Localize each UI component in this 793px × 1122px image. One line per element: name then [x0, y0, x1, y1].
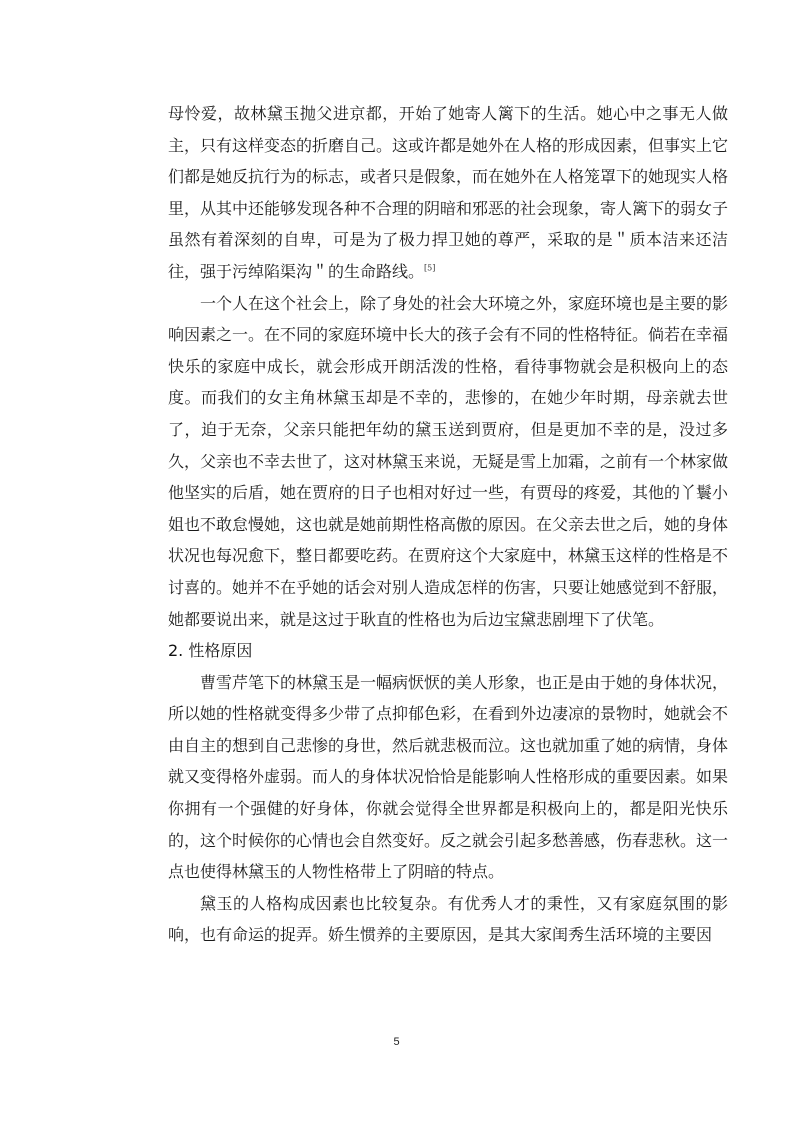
section-heading: 2. 性格原因: [168, 641, 253, 661]
paragraph-1-text: 母怜爱，故林黛玉抛父进京都，开始了她寄人篱下的生活。她心中之事无人做主，只有这样变态的折磨自己。这或许都是她外在人格的形成因素，但事实上它们都是她反抗行为的标志，或者只是假象，而在她外在人格笼罩下的她现实人格里，从其中还能够发现各种不合理的阴暗和邪恶的社会现象，寄人篱下的弱女子虽然有着深刻的自卑，可是为了极力捍卫她的尊严，采取的是＂质本洁来还洁往，强于污绰陷渠沟＂的生命路线。: [168, 104, 729, 281]
citation-mark: [5]: [424, 263, 436, 273]
page-number: 5: [393, 1036, 400, 1048]
page-body: [168, 98, 728, 951]
paragraph-3: 曹雪芹笔下的林黛玉是一幅病恹恹的美人形象，也正是由于她的身体状况，所以她的性格就变得多少带了点抑郁色彩，在看到外边凄凉的景物时，她就会不由自主的想到自己悲惨的身世，然后就悲极而泣。这也就加重了她的病情，身体就又变得格外虚弱。而人的身体状况恰恰是能影响人性格形成的重要因素。如果你拥有一个强健的好身体，你就会觉得全世界都是积极向上的，都是阳光快乐的，这个时候你的心情也会自然变好。反之就会引起多愁善感，伤春悲秋。这一点也使得林黛玉的人物性格带上了阴暗的特点。: [168, 672, 729, 882]
paragraph-4: 黛玉的人格构成因素也比较复杂。有优秀人才的秉性，又有家庭氛围的影响，也有命运的捉弄。娇生惯养的主要原因，是其大家闺秀生活环境的主要因: [168, 893, 728, 945]
paragraph-2: 一个人在这个社会上，除了身处的社会大环境之外，家庭环境也是主要的影响因素之一。在不同的家庭环境中长大的孩子会有不同的性格特征。倘若在幸福快乐的家庭中成长，就会形成开朗活泼的性格，看待事物就会是积极向上的态度。而我们的女主角林黛玉却是不幸的，悲惨的，在她少年时期，母亲就去世了，迫于无奈，父亲只能把年幼的黛玉送到贾府，但是更加不幸的是，没过多久，父亲也不幸去世了，这对林黛玉来说，无疑是雪上加霜，之前有一个林家做他坚实的后盾，她在贾府的日子也相对好过一些，有贾母的疼爱，其他的丫鬟小姐也不敢怠慢她，这也就是她前期性格高傲的原因。在父亲去世之后，她的身体状况也每况愈下，整日都要吃药。在贾府这个大家庭中，林黛玉这样的性格是不讨喜的。她并不在乎她的话会对别人造成怎样的伤害，只要让她感觉到不舒服，她都要说出来，就是这过于耿直的性格也为后边宝黛悲剧埋下了伏笔。: [168, 293, 729, 629]
paragraph-1: [168, 98, 728, 288]
